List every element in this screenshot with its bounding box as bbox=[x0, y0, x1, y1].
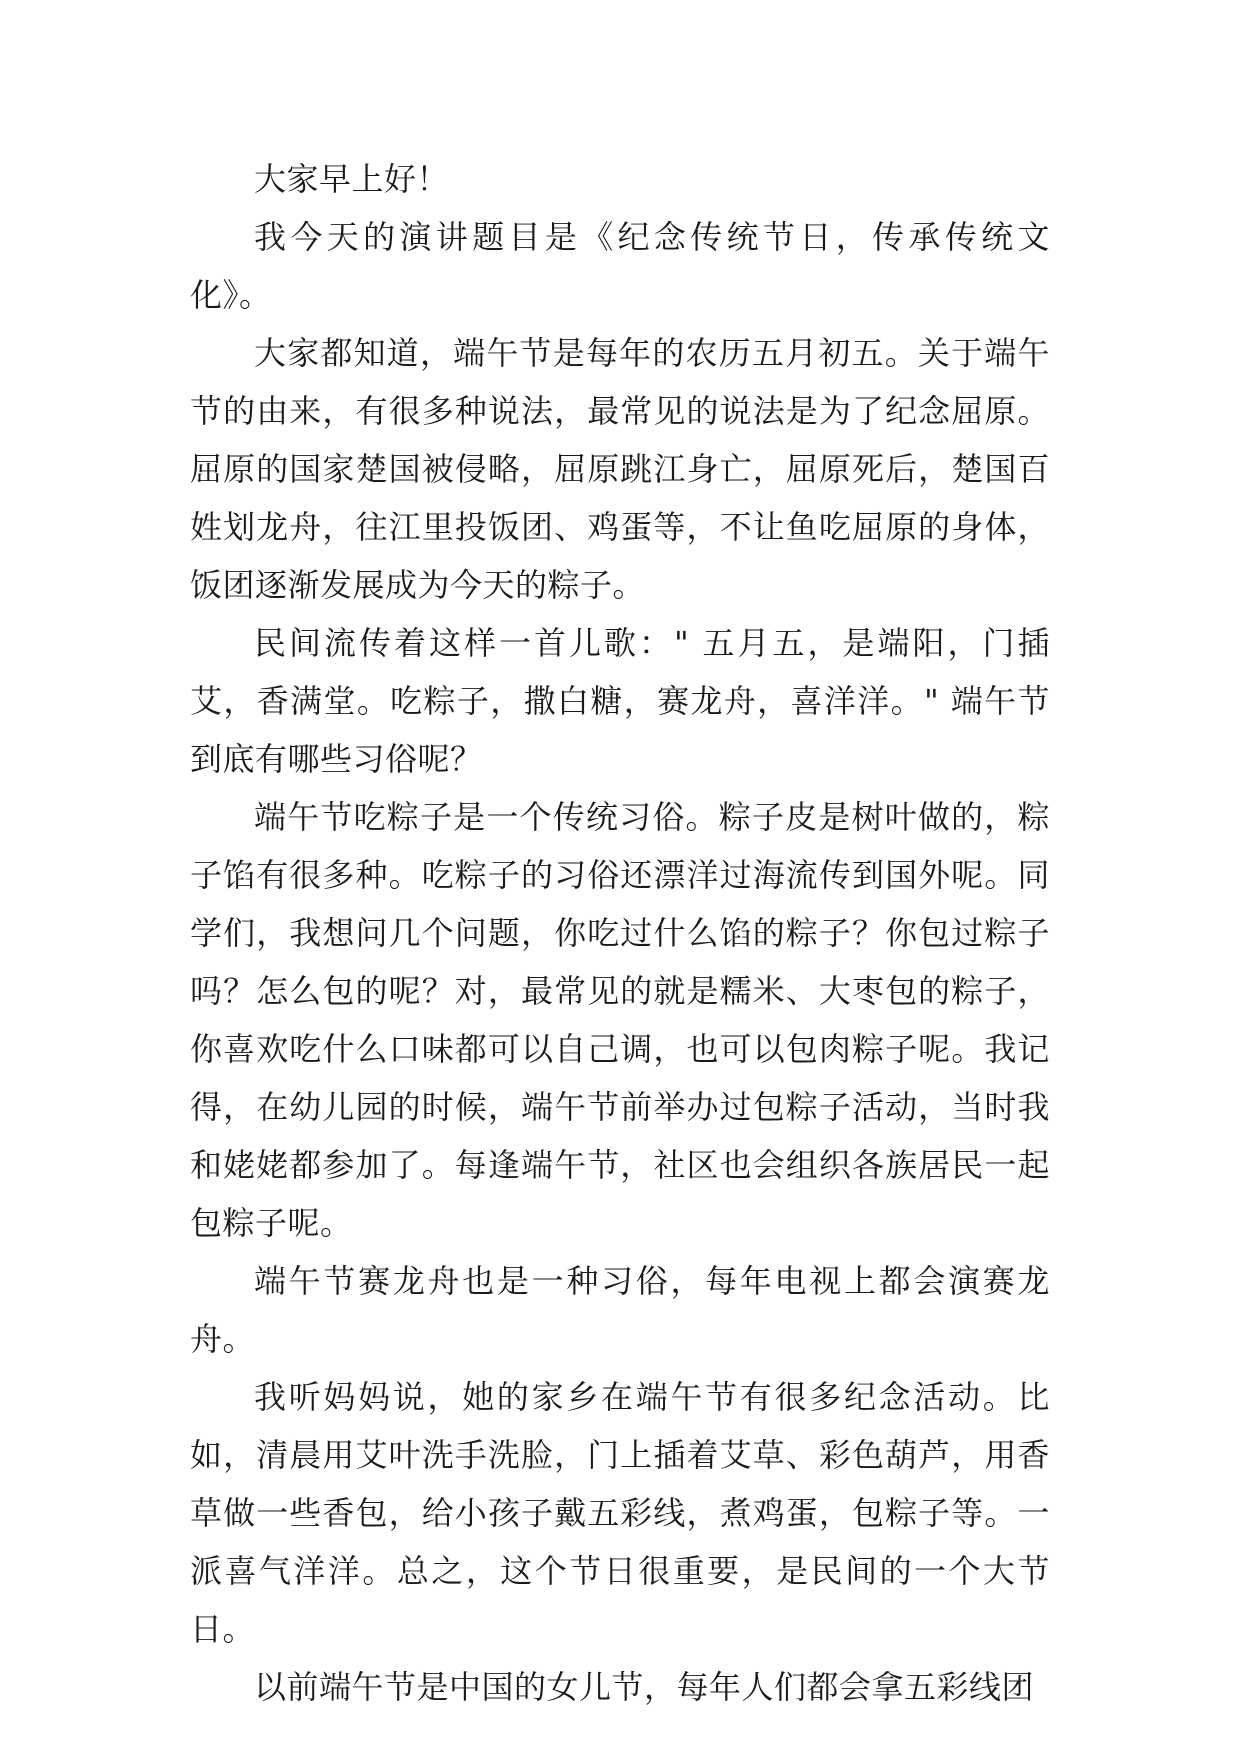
daughters-festival-paragraph: 以前端午节是中国的女儿节，每年人们都会拿五彩线团 bbox=[254, 1668, 1035, 1706]
folk-song-paragraph: 民间流传着这样一首儿歌：" 五月五，是端阳，门插艾，香满堂。吃粽子，撒白糖，赛龙舟，喜洋洋。" 端午节到底有哪些习俗呢？ bbox=[190, 624, 1050, 778]
speech-title-paragraph: 我今天的演讲题目是《纪念传统节日，传承传统文化》。 bbox=[190, 218, 1050, 314]
hometown-customs-paragraph: 我听妈妈说，她的家乡在端午节有很多纪念活动。比如，清晨用艾叶洗手洗脸，门上插着艾草、彩色葫芦，用香草做一些香包，给小孩子戴五彩线，煮鸡蛋，包粽子等。一派喜气洋洋。总之，这个节日很重要，是民间的一个大节日。 bbox=[190, 1378, 1050, 1648]
origin-paragraph: 大家都知道，端午节是每年的农历五月初五。关于端午节的由来，有很多种说法，最常见的说法是为了纪念屈原。屈原的国家楚国被侵略，屈原跳江身亡，屈原死后，楚国百姓划龙舟，往江里投饭团、鸡蛋等，不让鱼吃屈原的身体，饭团逐渐发展成为今天的粽子。 bbox=[190, 334, 1050, 604]
document-page bbox=[190, 150, 1050, 1710]
zongzi-paragraph: 端午节吃粽子是一个传统习俗。粽子皮是树叶做的，粽子馅有很多种。吃粽子的习俗还漂洋过海流传到国外呢。同学们，我想问几个问题，你吃过什么馅的粽子？你包过粽子吗？怎么包的呢？对，最常见的就是糯米、大枣包的粽子，你喜欢吃什么口味都可以自己调，也可以包肉粽子呢。我记得，在幼儿园的时候，端午节前举办过包粽子活动，当时我和姥姥都参加了。每逢端午节，社区也会组织各族居民一起包粽子呢。 bbox=[190, 798, 1050, 1242]
greeting-paragraph: 大家早上好！ bbox=[254, 160, 450, 198]
dragon-boat-paragraph: 端午节赛龙舟也是一种习俗，每年电视上都会演赛龙舟。 bbox=[190, 1262, 1050, 1358]
